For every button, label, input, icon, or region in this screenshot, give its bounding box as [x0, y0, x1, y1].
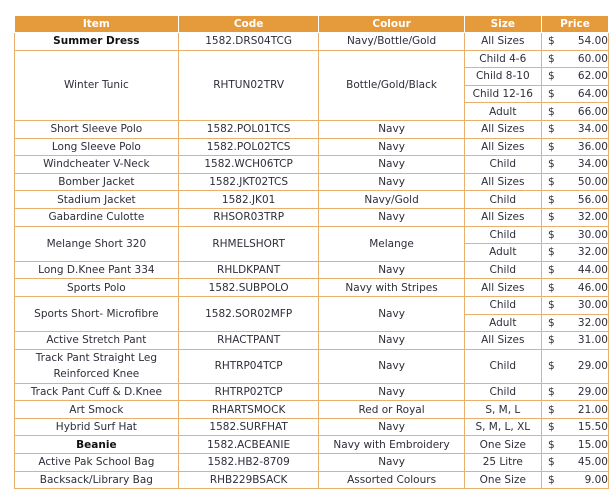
- size-cell: Child 4-6: [464, 50, 541, 68]
- price-cell: [541, 173, 608, 191]
- size-cell: S, M, L, XL: [464, 418, 541, 436]
- table-row: [15, 226, 609, 244]
- currency-symbol: $: [547, 438, 555, 451]
- code-cell: RHLDKPANT: [178, 261, 319, 279]
- price-amount: 30.00: [577, 228, 608, 241]
- code-cell: RHSOR03TRP: [178, 208, 319, 226]
- currency-symbol: $: [547, 281, 555, 294]
- price-amount: 44.00: [577, 264, 608, 277]
- price-amount: 15.00: [577, 438, 608, 451]
- colour-cell: Navy: [319, 208, 464, 226]
- price-amount: 54.00: [577, 35, 608, 48]
- code-cell: RHTRP02TCP: [178, 383, 319, 401]
- code-cell: RHB229BSACK: [178, 471, 319, 489]
- price-amount: 15.50: [577, 421, 608, 434]
- item-cell: Active Pak School Bag: [15, 454, 179, 472]
- size-cell: Child: [464, 191, 541, 209]
- table-row: [15, 349, 609, 383]
- table-row: [15, 279, 609, 297]
- code-cell: RHTRP04TCP: [178, 349, 319, 383]
- currency-symbol: $: [547, 264, 555, 277]
- size-cell: Child: [464, 349, 541, 383]
- size-cell: One Size: [464, 436, 541, 454]
- currency-symbol: $: [547, 176, 555, 189]
- table-row: [15, 33, 609, 51]
- table-row: [15, 138, 609, 156]
- currency-symbol: $: [547, 421, 555, 434]
- table-row: [15, 383, 609, 401]
- table-row: [15, 454, 609, 472]
- item-cell: Winter Tunic: [15, 50, 179, 120]
- price-cell: [541, 226, 608, 244]
- item-cell: Track Pant Cuff & D.Knee: [15, 383, 179, 401]
- code-cell: 1582.ACBEANIE: [178, 436, 319, 454]
- item-cell: Sports Short- Microfibre: [15, 296, 179, 331]
- colour-cell: Navy: [319, 156, 464, 174]
- size-cell: Child: [464, 261, 541, 279]
- price-amount: 31.00: [577, 334, 608, 347]
- size-cell: Child 8-10: [464, 68, 541, 86]
- code-cell: RHACTPANT: [178, 332, 319, 350]
- colour-cell: Navy: [319, 173, 464, 191]
- size-cell: Child: [464, 156, 541, 174]
- code-cell: RHARTSMOCK: [178, 401, 319, 419]
- price-amount: 45.00: [577, 456, 608, 469]
- colour-cell: Assorted Colours: [319, 471, 464, 489]
- header-row: [15, 16, 609, 33]
- colour-cell: Navy with Stripes: [319, 279, 464, 297]
- colour-cell: Navy with Embroidery: [319, 436, 464, 454]
- colour-cell: Navy: [319, 332, 464, 350]
- price-cell: [541, 261, 608, 279]
- price-amount: 50.00: [577, 176, 608, 189]
- table-row: [15, 471, 609, 489]
- colour-cell: Navy/Bottle/Gold: [319, 33, 464, 51]
- item-cell: Long Sleeve Polo: [15, 138, 179, 156]
- header-code: Code: [178, 16, 319, 33]
- item-cell: Stadium Jacket: [15, 191, 179, 209]
- price-cell: [541, 191, 608, 209]
- currency-symbol: $: [547, 105, 555, 118]
- item-cell: Summer Dress: [15, 33, 179, 51]
- price-cell: [541, 120, 608, 138]
- price-amount: 64.00: [577, 88, 608, 101]
- colour-cell: Navy: [319, 383, 464, 401]
- size-cell: All Sizes: [464, 332, 541, 350]
- item-cell: Art Smock: [15, 401, 179, 419]
- code-cell: 1582.SUBPOLO: [178, 279, 319, 297]
- currency-symbol: $: [547, 158, 555, 171]
- currency-symbol: $: [547, 473, 555, 486]
- item-cell: Sports Polo: [15, 279, 179, 297]
- uniform-price-table: [14, 15, 609, 489]
- colour-cell: Melange: [319, 226, 464, 261]
- table-row: [15, 401, 609, 419]
- table-row: [15, 208, 609, 226]
- price-cell: [541, 332, 608, 350]
- item-cell: Backsack/Library Bag: [15, 471, 179, 489]
- price-cell: [541, 50, 608, 68]
- size-cell: Child: [464, 226, 541, 244]
- table-row: [15, 418, 609, 436]
- size-cell: Child: [464, 383, 541, 401]
- item-cell: Short Sleeve Polo: [15, 120, 179, 138]
- code-cell: RHTUN02TRV: [178, 50, 319, 120]
- code-cell: RHMELSHORT: [178, 226, 319, 261]
- item-cell: Track Pant Straight Leg Reinforced Knee: [15, 349, 179, 383]
- item-cell: Windcheater V-Neck: [15, 156, 179, 174]
- price-amount: 32.00: [577, 246, 608, 259]
- price-cell: [541, 244, 608, 262]
- code-cell: 1582.JKT02TCS: [178, 173, 319, 191]
- size-cell: 25 Litre: [464, 454, 541, 472]
- price-amount: 29.00: [577, 385, 608, 398]
- price-amount: 46.00: [577, 281, 608, 294]
- code-cell: 1582.WCH06TCP: [178, 156, 319, 174]
- colour-cell: Bottle/Gold/Black: [319, 50, 464, 120]
- table-row: [15, 191, 609, 209]
- price-amount: 36.00: [577, 140, 608, 153]
- currency-symbol: $: [547, 334, 555, 347]
- size-cell: Child 12-16: [464, 85, 541, 103]
- currency-symbol: $: [547, 88, 555, 101]
- currency-symbol: $: [547, 70, 555, 83]
- price-amount: 21.00: [577, 403, 608, 416]
- colour-cell: Navy: [319, 418, 464, 436]
- size-cell: Child: [464, 296, 541, 314]
- currency-symbol: $: [547, 52, 555, 65]
- code-cell: 1582.POL02TCS: [178, 138, 319, 156]
- item-cell: Long D.Knee Pant 334: [15, 261, 179, 279]
- price-cell: [541, 383, 608, 401]
- currency-symbol: $: [547, 228, 555, 241]
- table-row: [15, 120, 609, 138]
- price-amount: 34.00: [577, 123, 608, 136]
- size-cell: All Sizes: [464, 138, 541, 156]
- item-cell: Beanie: [15, 436, 179, 454]
- currency-symbol: $: [547, 193, 555, 206]
- table-row: [15, 156, 609, 174]
- price-amount: 29.00: [577, 360, 608, 373]
- size-cell: S, M, L: [464, 401, 541, 419]
- item-cell: Active Stretch Pant: [15, 332, 179, 350]
- price-cell: [541, 296, 608, 314]
- size-cell: All Sizes: [464, 279, 541, 297]
- currency-symbol: $: [547, 316, 555, 329]
- colour-cell: Navy: [319, 454, 464, 472]
- table-row: [15, 436, 609, 454]
- item-cell: Gabardine Culotte: [15, 208, 179, 226]
- price-cell: [541, 103, 608, 121]
- currency-symbol: $: [547, 35, 555, 48]
- currency-symbol: $: [547, 360, 555, 373]
- price-cell: [541, 436, 608, 454]
- size-cell: Adult: [464, 314, 541, 332]
- size-cell: One Size: [464, 471, 541, 489]
- price-amount: 62.00: [577, 70, 608, 83]
- price-cell: [541, 279, 608, 297]
- currency-symbol: $: [547, 140, 555, 153]
- code-cell: 1582.POL01TCS: [178, 120, 319, 138]
- price-cell: [541, 138, 608, 156]
- currency-symbol: $: [547, 246, 555, 259]
- table-row: [15, 261, 609, 279]
- table-row: [15, 50, 609, 68]
- header-item: Item: [15, 16, 179, 33]
- size-cell: All Sizes: [464, 208, 541, 226]
- currency-symbol: $: [547, 456, 555, 469]
- price-amount: 30.00: [577, 299, 608, 312]
- table-row: [15, 173, 609, 191]
- table-row: [15, 332, 609, 350]
- price-amount: 32.00: [577, 211, 608, 224]
- price-amount: 9.00: [584, 473, 608, 486]
- size-cell: All Sizes: [464, 33, 541, 51]
- currency-symbol: $: [547, 123, 555, 136]
- price-cell: [541, 85, 608, 103]
- price-cell: [541, 208, 608, 226]
- colour-cell: Navy: [319, 138, 464, 156]
- header-colour: Colour: [319, 16, 464, 33]
- code-cell: 1582.SOR02MFP: [178, 296, 319, 331]
- price-cell: [541, 33, 608, 51]
- code-cell: 1582.DRS04TCG: [178, 33, 319, 51]
- code-cell: 1582.HB2-8709: [178, 454, 319, 472]
- price-amount: 60.00: [577, 52, 608, 65]
- colour-cell: Red or Royal: [319, 401, 464, 419]
- price-cell: [541, 401, 608, 419]
- price-amount: 56.00: [577, 193, 608, 206]
- colour-cell: Navy: [319, 349, 464, 383]
- currency-symbol: $: [547, 299, 555, 312]
- price-cell: [541, 349, 608, 383]
- header-size: Size: [464, 16, 541, 33]
- item-cell: Melange Short 320: [15, 226, 179, 261]
- currency-symbol: $: [547, 403, 555, 416]
- size-cell: Adult: [464, 244, 541, 262]
- size-cell: All Sizes: [464, 173, 541, 191]
- code-cell: 1582.SURFHAT: [178, 418, 319, 436]
- price-list: [14, 15, 609, 489]
- price-cell: [541, 156, 608, 174]
- currency-symbol: $: [547, 211, 555, 224]
- size-cell: All Sizes: [464, 120, 541, 138]
- header-price: Price: [541, 16, 608, 33]
- price-amount: 34.00: [577, 158, 608, 171]
- colour-cell: Navy/Gold: [319, 191, 464, 209]
- code-cell: 1582.JK01: [178, 191, 319, 209]
- table-row: [15, 296, 609, 314]
- size-cell: Adult: [464, 103, 541, 121]
- colour-cell: Navy: [319, 296, 464, 331]
- price-amount: 32.00: [577, 316, 608, 329]
- item-cell: Hybrid Surf Hat: [15, 418, 179, 436]
- item-cell: Bomber Jacket: [15, 173, 179, 191]
- price-cell: [541, 454, 608, 472]
- price-cell: [541, 418, 608, 436]
- colour-cell: Navy: [319, 261, 464, 279]
- table-body: [15, 33, 609, 489]
- price-cell: [541, 68, 608, 86]
- colour-cell: Navy: [319, 120, 464, 138]
- currency-symbol: $: [547, 385, 555, 398]
- price-amount: 66.00: [577, 105, 608, 118]
- price-cell: [541, 471, 608, 489]
- price-cell: [541, 314, 608, 332]
